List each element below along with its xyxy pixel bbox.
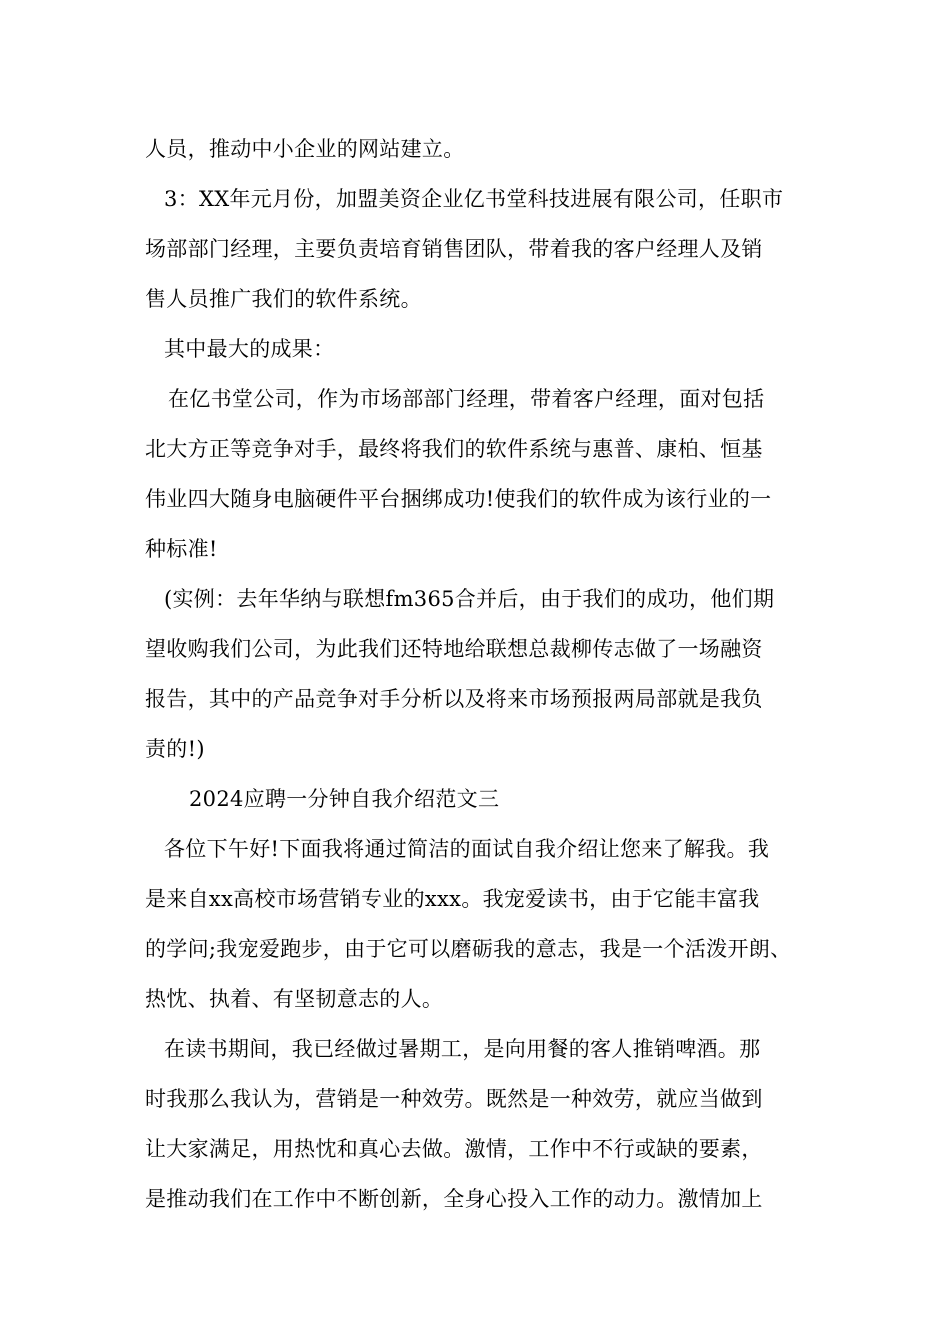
text-line: 售人员推广我们的软件系统。 xyxy=(145,287,422,311)
text-line: 3：XX年元月份，加盟美资企业亿书堂科技进展有限公司，任职市 xyxy=(164,187,784,211)
text-line: 北大方正等竞争对手，最终将我们的软件系统与惠普、康柏、恒基 xyxy=(145,437,763,461)
text-line: 在亿书堂公司，作为市场部部门经理，带着客户经理，面对包括 xyxy=(168,387,765,411)
text-line: 报告，其中的产品竞争对手分析以及将来市场预报两局部就是我负 xyxy=(145,687,763,711)
text-line: 是推动我们在工作中不断创新，全身心投入工作的动力。激情加上 xyxy=(145,1187,763,1211)
text-line: 时我那么我认为，营销是一种效劳。既然是一种效劳，就应当做到 xyxy=(145,1087,763,1111)
text-line: 种标准! xyxy=(145,537,218,561)
text-line: 在读书期间，我已经做过暑期工，是向用餐的客人推销啤酒。那 xyxy=(164,1037,761,1061)
text-line: 的学问;我宠爱跑步，由于它可以磨砺我的意志，我是一个活泼开朗、 xyxy=(145,937,792,961)
text-line: 各位下午好!下面我将通过简洁的面试自我介绍让您来了解我。我 xyxy=(164,837,770,861)
text-line: (实例：去年华纳与联想fm365合并后，由于我们的成功，他们期 xyxy=(164,587,775,611)
text-line: 是来自xx高校市场营销专业的xxx。我宠爱读书，由于它能丰富我 xyxy=(145,887,760,911)
text-line: 责的!) xyxy=(145,737,205,761)
text-line: 场部部门经理，主要负责培育销售团队，带着我的客户经理人及销 xyxy=(145,237,763,261)
text-line: 其中最大的成果： xyxy=(164,337,335,361)
text-line: 人员，推动中小企业的网站建立。 xyxy=(145,137,465,161)
text-line: 伟业四大随身电脑硬件平台捆绑成功!使我们的软件成为该行业的一 xyxy=(145,487,772,511)
text-line: 望收购我们公司，为此我们还特地给联想总裁柳传志做了一场融资 xyxy=(145,637,763,661)
text-line: 热忱、执着、有坚韧意志的人。 xyxy=(145,987,444,1011)
text-line: 让大家满足，用热忱和真心去做。激情，工作中不行或缺的要素， xyxy=(145,1137,763,1161)
section-heading: 2024应聘一分钟自我介绍范文三 xyxy=(189,787,500,811)
